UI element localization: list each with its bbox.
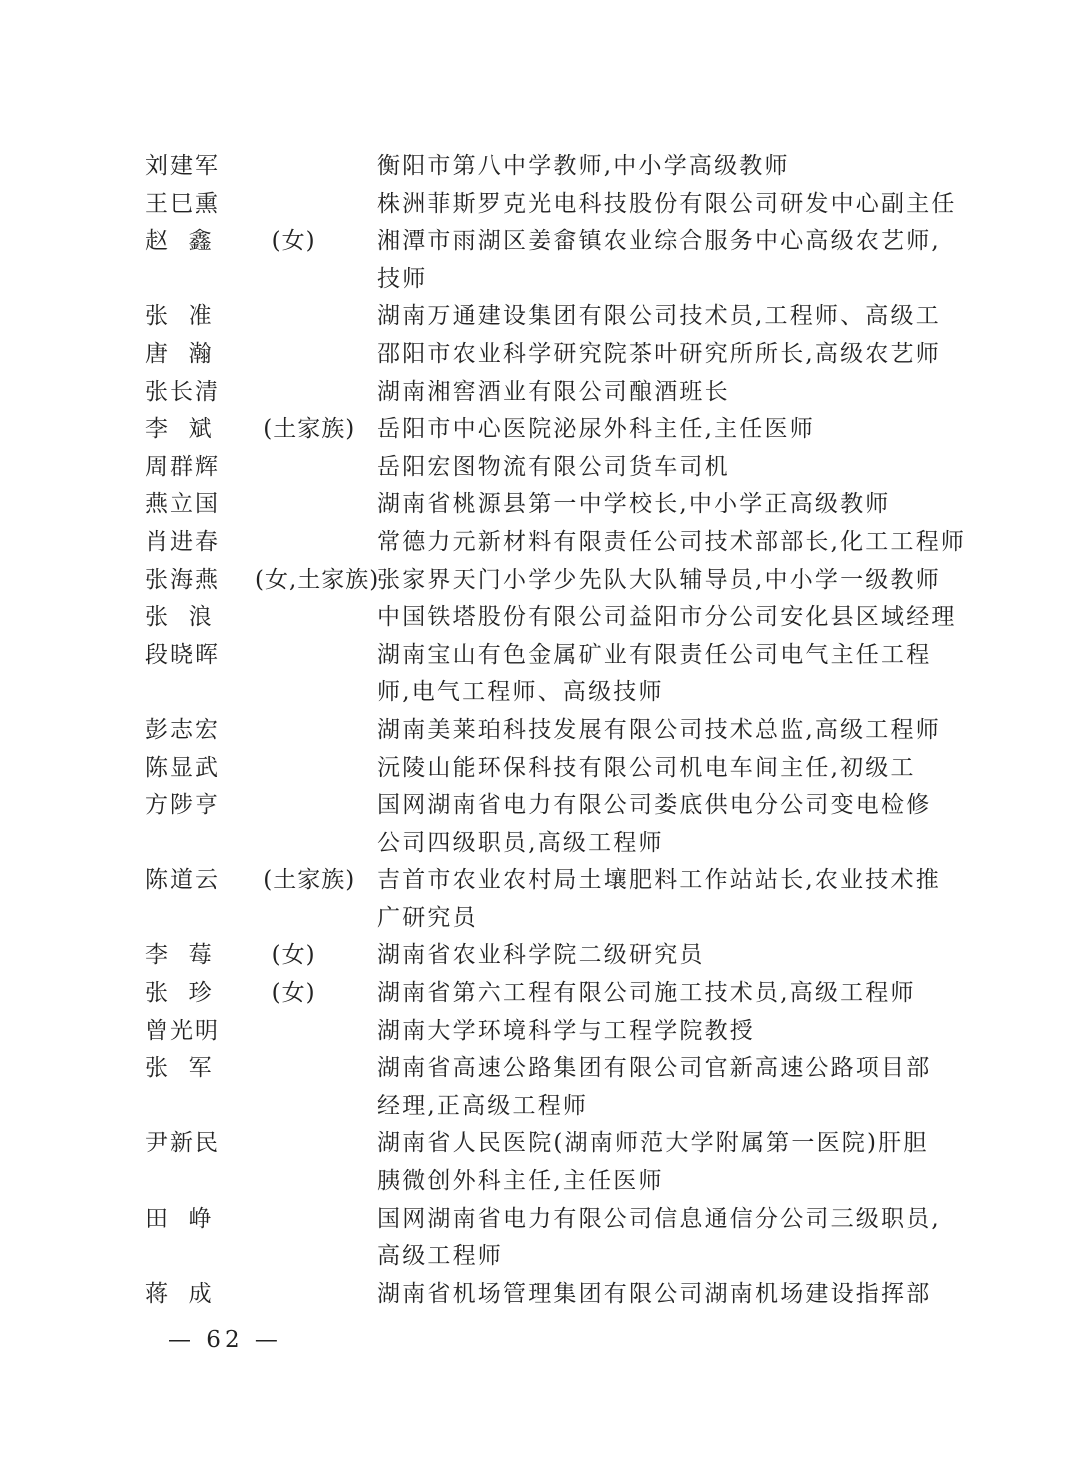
description-line: 湖南省桃源县第一中学校长,中小学正高级教师 <box>377 491 891 518</box>
list-item <box>0 750 1080 788</box>
person-description <box>377 1125 947 1200</box>
person-name: 李 斌 <box>145 416 214 443</box>
person-description <box>377 937 947 975</box>
person-name: 张 珍 <box>145 980 214 1007</box>
description-line: 湖南省人民医院(湖南师范大学附属第一医院)肝胆 <box>377 1130 929 1157</box>
person-description <box>377 186 957 224</box>
list-item <box>0 1201 1080 1276</box>
description-line: 湖南宝山有色金属矿业有限责任公司电气主任工程 <box>377 641 932 668</box>
person-note: (土家族) <box>255 867 356 894</box>
person-name: 刘建军 <box>145 153 220 179</box>
person-description <box>377 298 947 336</box>
description-line: 岳阳宏图物流有限公司货车司机 <box>377 453 730 480</box>
person-description <box>377 1013 947 1051</box>
list-item <box>0 862 1080 937</box>
person-name: 曾光明 <box>145 1017 220 1044</box>
list-item <box>0 449 1080 487</box>
person-name: 张 军 <box>145 1055 214 1082</box>
person-description <box>377 1276 947 1314</box>
person-description <box>377 524 967 562</box>
list-item <box>0 975 1080 1013</box>
person-name: 彭志宏 <box>145 716 220 743</box>
list-item <box>0 1276 1080 1314</box>
person-description <box>377 336 947 374</box>
description-line: 岳阳市中心医院泌尿外科主任,主任医师 <box>377 416 815 443</box>
person-name: 张海燕 <box>145 566 220 593</box>
person-name: 李 莓 <box>145 942 214 969</box>
person-name: 周群辉 <box>145 453 220 480</box>
description-line: 师,电气工程师、高级技师 <box>377 679 664 706</box>
description-line: 吉首市农业农村局土壤肥料工作站站长,农业技术推 <box>377 867 941 894</box>
description-line: 湖南省机场管理集团有限公司湖南机场建设指挥部 <box>377 1280 932 1307</box>
person-description <box>377 862 947 937</box>
person-description <box>377 411 947 449</box>
list-item <box>0 599 1080 637</box>
description-line: 邵阳市农业科学研究院茶叶研究所所长,高级农艺师 <box>377 340 941 367</box>
list-item <box>0 787 1080 862</box>
list-item <box>0 1013 1080 1051</box>
list-item <box>0 1050 1080 1125</box>
person-note: (土家族) <box>255 416 356 443</box>
person-name: 蒋 成 <box>145 1280 214 1307</box>
person-description <box>377 975 947 1013</box>
person-name: 唐 瀚 <box>145 340 214 367</box>
person-note: (女,土家族) <box>255 566 380 593</box>
person-name: 赵 鑫 <box>145 228 214 255</box>
person-description <box>377 1201 947 1276</box>
description-line: 衡阳市第八中学教师,中小学高级教师 <box>377 153 790 179</box>
description-line: 经理,正高级工程师 <box>377 1092 589 1119</box>
list-item <box>0 336 1080 374</box>
person-description <box>377 486 947 524</box>
person-name: 田 峥 <box>145 1205 214 1232</box>
person-description <box>377 599 957 637</box>
person-description <box>377 712 947 750</box>
person-name: 段晓晖 <box>145 641 220 668</box>
person-name: 张长清 <box>145 378 220 405</box>
person-name: 王巳熏 <box>145 190 220 217</box>
description-line: 沅陵山能环保科技有限公司机电车间主任,初级工 <box>377 754 916 781</box>
person-name: 肖进春 <box>145 528 220 555</box>
description-line: 高级工程师 <box>377 1243 503 1270</box>
description-line: 公司四级职员,高级工程师 <box>377 829 664 856</box>
person-name: 张 准 <box>145 303 214 330</box>
list-item <box>0 712 1080 750</box>
person-note: (女) <box>255 228 316 255</box>
description-line: 湘潭市雨湖区姜畲镇农业综合服务中心高级农艺师, <box>377 228 941 255</box>
description-line: 湖南美莱珀科技发展有限公司技术总监,高级工程师 <box>377 716 941 743</box>
personnel-list <box>0 148 1080 1313</box>
description-line: 胰微创外科主任,主任医师 <box>377 1168 664 1195</box>
list-item <box>0 186 1080 224</box>
person-description <box>377 449 947 487</box>
list-item <box>0 411 1080 449</box>
list-item <box>0 524 1080 562</box>
list-item <box>0 486 1080 524</box>
person-name: 燕立国 <box>145 491 220 518</box>
person-description <box>377 148 947 186</box>
person-note: (女) <box>255 942 316 969</box>
list-item <box>0 1125 1080 1200</box>
person-description <box>377 562 947 600</box>
page-number: — 62 — <box>168 1327 282 1353</box>
person-note: (女) <box>255 980 316 1007</box>
description-line: 国网湖南省电力有限公司娄底供电分公司变电检修 <box>377 792 932 819</box>
list-item <box>0 374 1080 412</box>
description-line: 湖南大学环境科学与工程学院教授 <box>377 1017 755 1044</box>
person-name: 陈显武 <box>145 754 220 781</box>
person-name: 张 浪 <box>145 604 214 631</box>
description-line: 湖南省农业科学院二级研究员 <box>377 942 705 969</box>
description-line: 湖南省高速公路集团有限公司官新高速公路项目部 <box>377 1055 932 1082</box>
person-description <box>377 787 947 862</box>
list-item <box>0 562 1080 600</box>
description-line: 湖南湘窖酒业有限公司酿酒班长 <box>377 378 730 405</box>
person-name: 陈道云 <box>145 867 220 894</box>
description-line: 国网湖南省电力有限公司信息通信分公司三级职员, <box>377 1205 941 1232</box>
description-line: 技师 <box>377 265 428 292</box>
description-line: 株洲菲斯罗克光电科技股份有限公司研发中心副主任 <box>377 190 957 217</box>
list-item <box>0 937 1080 975</box>
person-description <box>377 637 947 712</box>
list-item <box>0 298 1080 336</box>
description-line: 湖南省第六工程有限公司施工技术员,高级工程师 <box>377 980 916 1007</box>
list-item <box>0 148 1080 186</box>
description-line: 湖南万通建设集团有限公司技术员,工程师、高级工 <box>377 303 941 330</box>
description-line: 常德力元新材料有限责任公司技术部部长,化工工程师 <box>377 528 967 555</box>
description-line: 广研究员 <box>377 904 478 931</box>
person-description <box>377 750 947 788</box>
list-item <box>0 223 1080 298</box>
person-name: 方陟亨 <box>145 792 220 819</box>
person-name: 尹新民 <box>145 1130 220 1157</box>
person-description <box>377 223 947 298</box>
person-description <box>377 374 947 412</box>
description-line: 张家界天门小学少先队大队辅导员,中小学一级教师 <box>377 566 941 593</box>
description-line: 中国铁塔股份有限公司益阳市分公司安化县区域经理 <box>377 604 957 631</box>
person-description <box>377 1050 947 1125</box>
list-item <box>0 637 1080 712</box>
